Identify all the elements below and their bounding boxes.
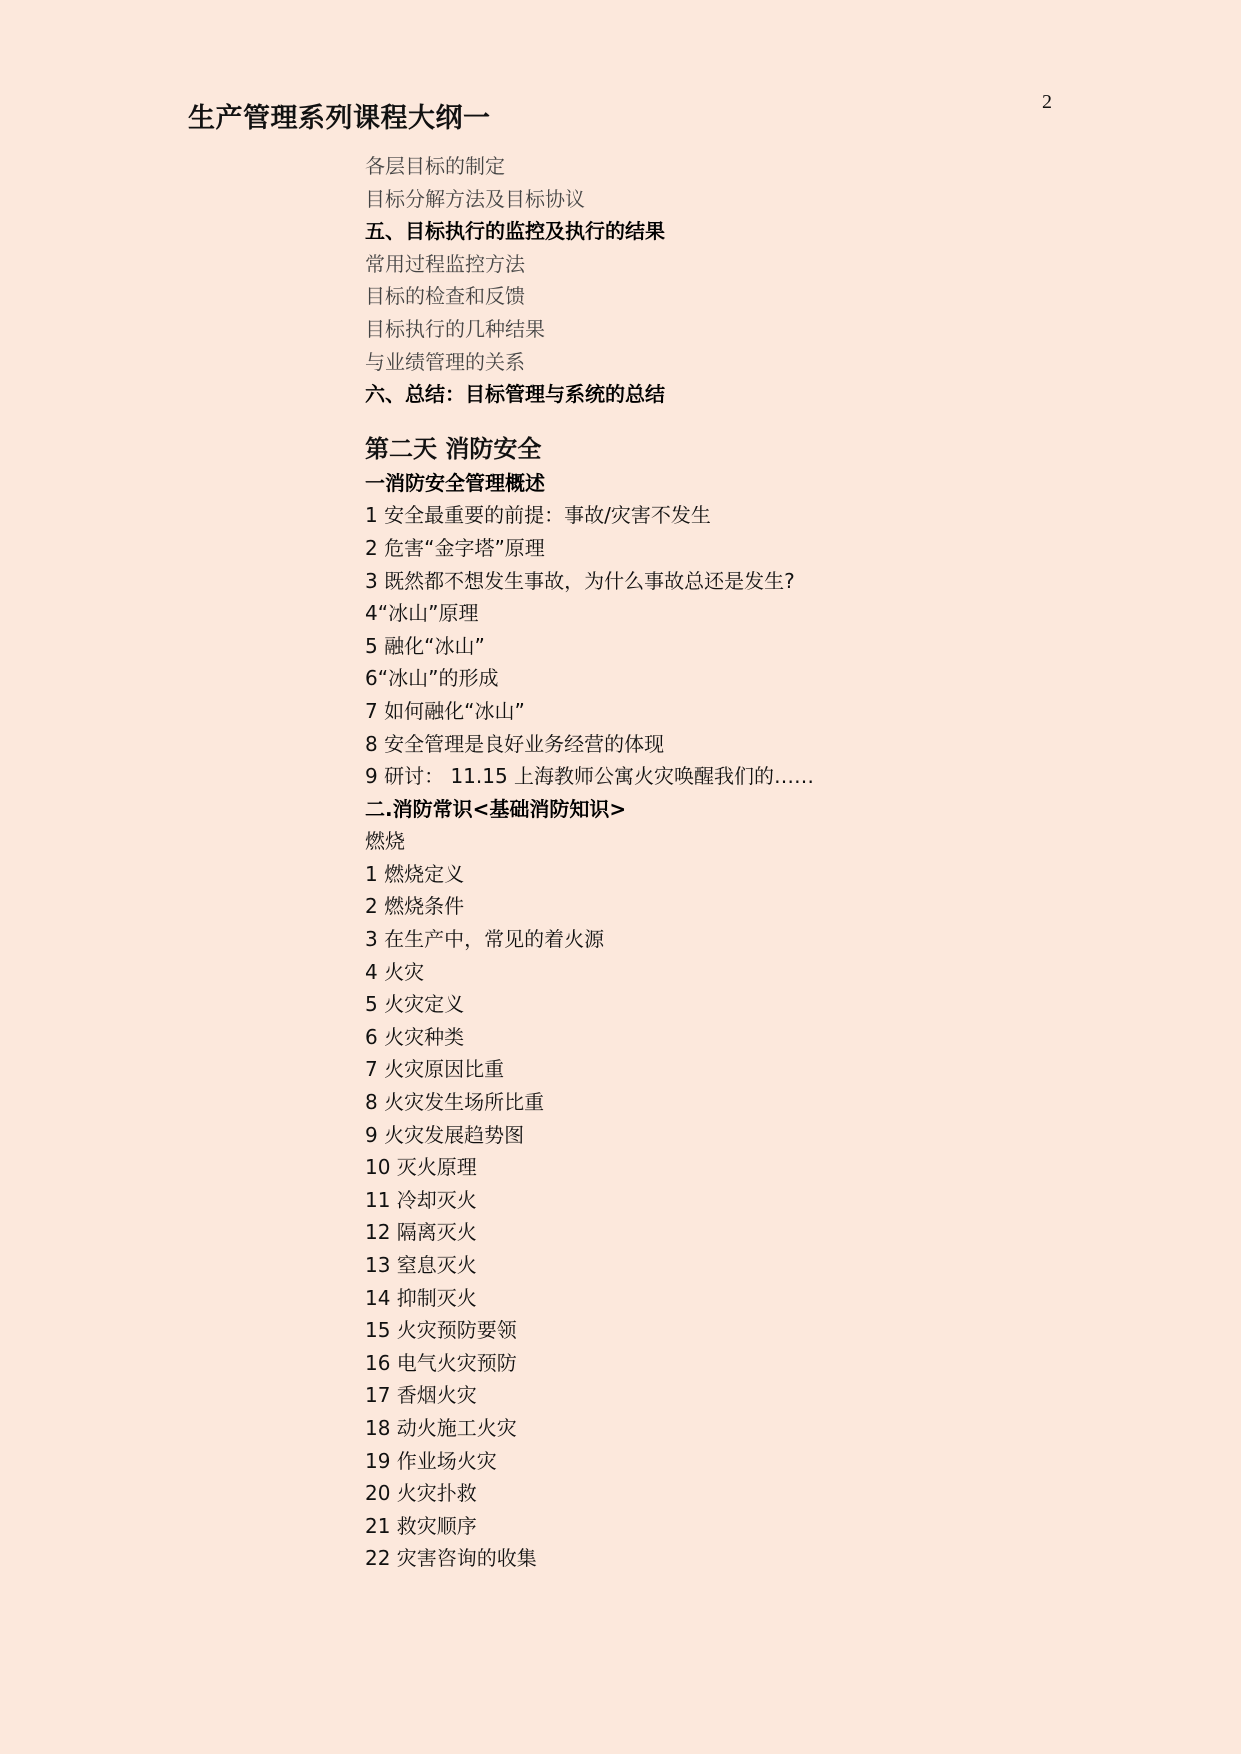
outline-item: 14 抑制灭火 <box>365 1285 477 1310</box>
outline-item: 11 冷却灭火 <box>365 1187 477 1212</box>
outline-item: 4“冰山”原理 <box>365 601 479 626</box>
document-title: 生产管理系列课程大纲一 <box>188 103 491 134</box>
outline-item: 8 火灾发生场所比重 <box>365 1090 545 1115</box>
outline-item: 各层目标的制定 <box>365 154 505 178</box>
outline-item: 5 火灾定义 <box>365 992 465 1017</box>
spacer <box>365 411 1185 431</box>
outline-item: 6“冰山”的形成 <box>365 666 499 691</box>
outline-item: 目标执行的几种结果 <box>365 316 545 341</box>
outline-item: 7 如何融化“冰山” <box>365 698 525 723</box>
outline-item: 21 救灾顺序 <box>365 1513 477 1538</box>
outline-item: 目标分解方法及目标协议 <box>365 186 585 211</box>
outline-bottom-section <box>365 467 1185 1575</box>
outline-item: 7 火灾原因比重 <box>365 1057 505 1082</box>
outline-item: 15 火灾预防要领 <box>365 1318 517 1343</box>
outline-item: 燃烧 <box>365 829 405 854</box>
section-heading: 二.消防常识<基础消防知识> <box>365 796 627 821</box>
course-outline <box>365 150 1185 1575</box>
outline-item: 2 危害“金字塔”原理 <box>365 535 545 560</box>
outline-item: 目标的检查和反馈 <box>365 284 525 309</box>
outline-item: 13 窒息灭火 <box>365 1253 477 1277</box>
outline-item: 16 电气火灾预防 <box>365 1350 517 1375</box>
outline-item: 17 香烟火灾 <box>365 1383 477 1408</box>
outline-top-section <box>365 150 1185 411</box>
outline-item: 4 火灾 <box>365 959 425 984</box>
day-heading: 第二天 消防安全 <box>365 434 542 463</box>
outline-item: 3 既然都不想发生事故，为什么事故总还是发生? <box>365 568 795 593</box>
outline-item: 10 灭火原理 <box>365 1155 477 1180</box>
outline-item: 19 作业场火灾 <box>365 1448 497 1473</box>
outline-item: 8 安全管理是良好业务经营的体现 <box>365 731 665 756</box>
outline-item: 2 燃烧条件 <box>365 894 465 919</box>
outline-item: 18 动火施工火灾 <box>365 1415 517 1440</box>
outline-item: 20 火灾扑救 <box>365 1481 477 1506</box>
section-heading: 六、总结：目标管理与系统的总结 <box>365 382 665 407</box>
section-heading: 一消防安全管理概述 <box>365 470 545 495</box>
section-heading: 五、目标执行的监控及执行的结果 <box>365 219 665 244</box>
outline-item: 12 隔离灭火 <box>365 1220 477 1245</box>
outline-item: 5 融化“冰山” <box>365 633 485 658</box>
outline-item: 9 研讨： 11.15 上海教师公寓火灾唤醒我们的…… <box>365 764 815 789</box>
outline-item: 1 安全最重要的前提：事故/灾害不发生 <box>365 503 711 528</box>
outline-item: 3 在生产中，常见的着火源 <box>365 927 605 952</box>
page-number: 2 <box>1042 91 1052 113</box>
outline-item: 与业绩管理的关系 <box>365 349 525 374</box>
outline-item: 1 燃烧定义 <box>365 861 465 886</box>
outline-item: 常用过程监控方法 <box>365 251 525 276</box>
outline-item: 22 灾害咨询的收集 <box>365 1546 537 1571</box>
outline-item: 6 火灾种类 <box>365 1024 465 1049</box>
outline-item: 9 火灾发展趋势图 <box>365 1122 525 1147</box>
